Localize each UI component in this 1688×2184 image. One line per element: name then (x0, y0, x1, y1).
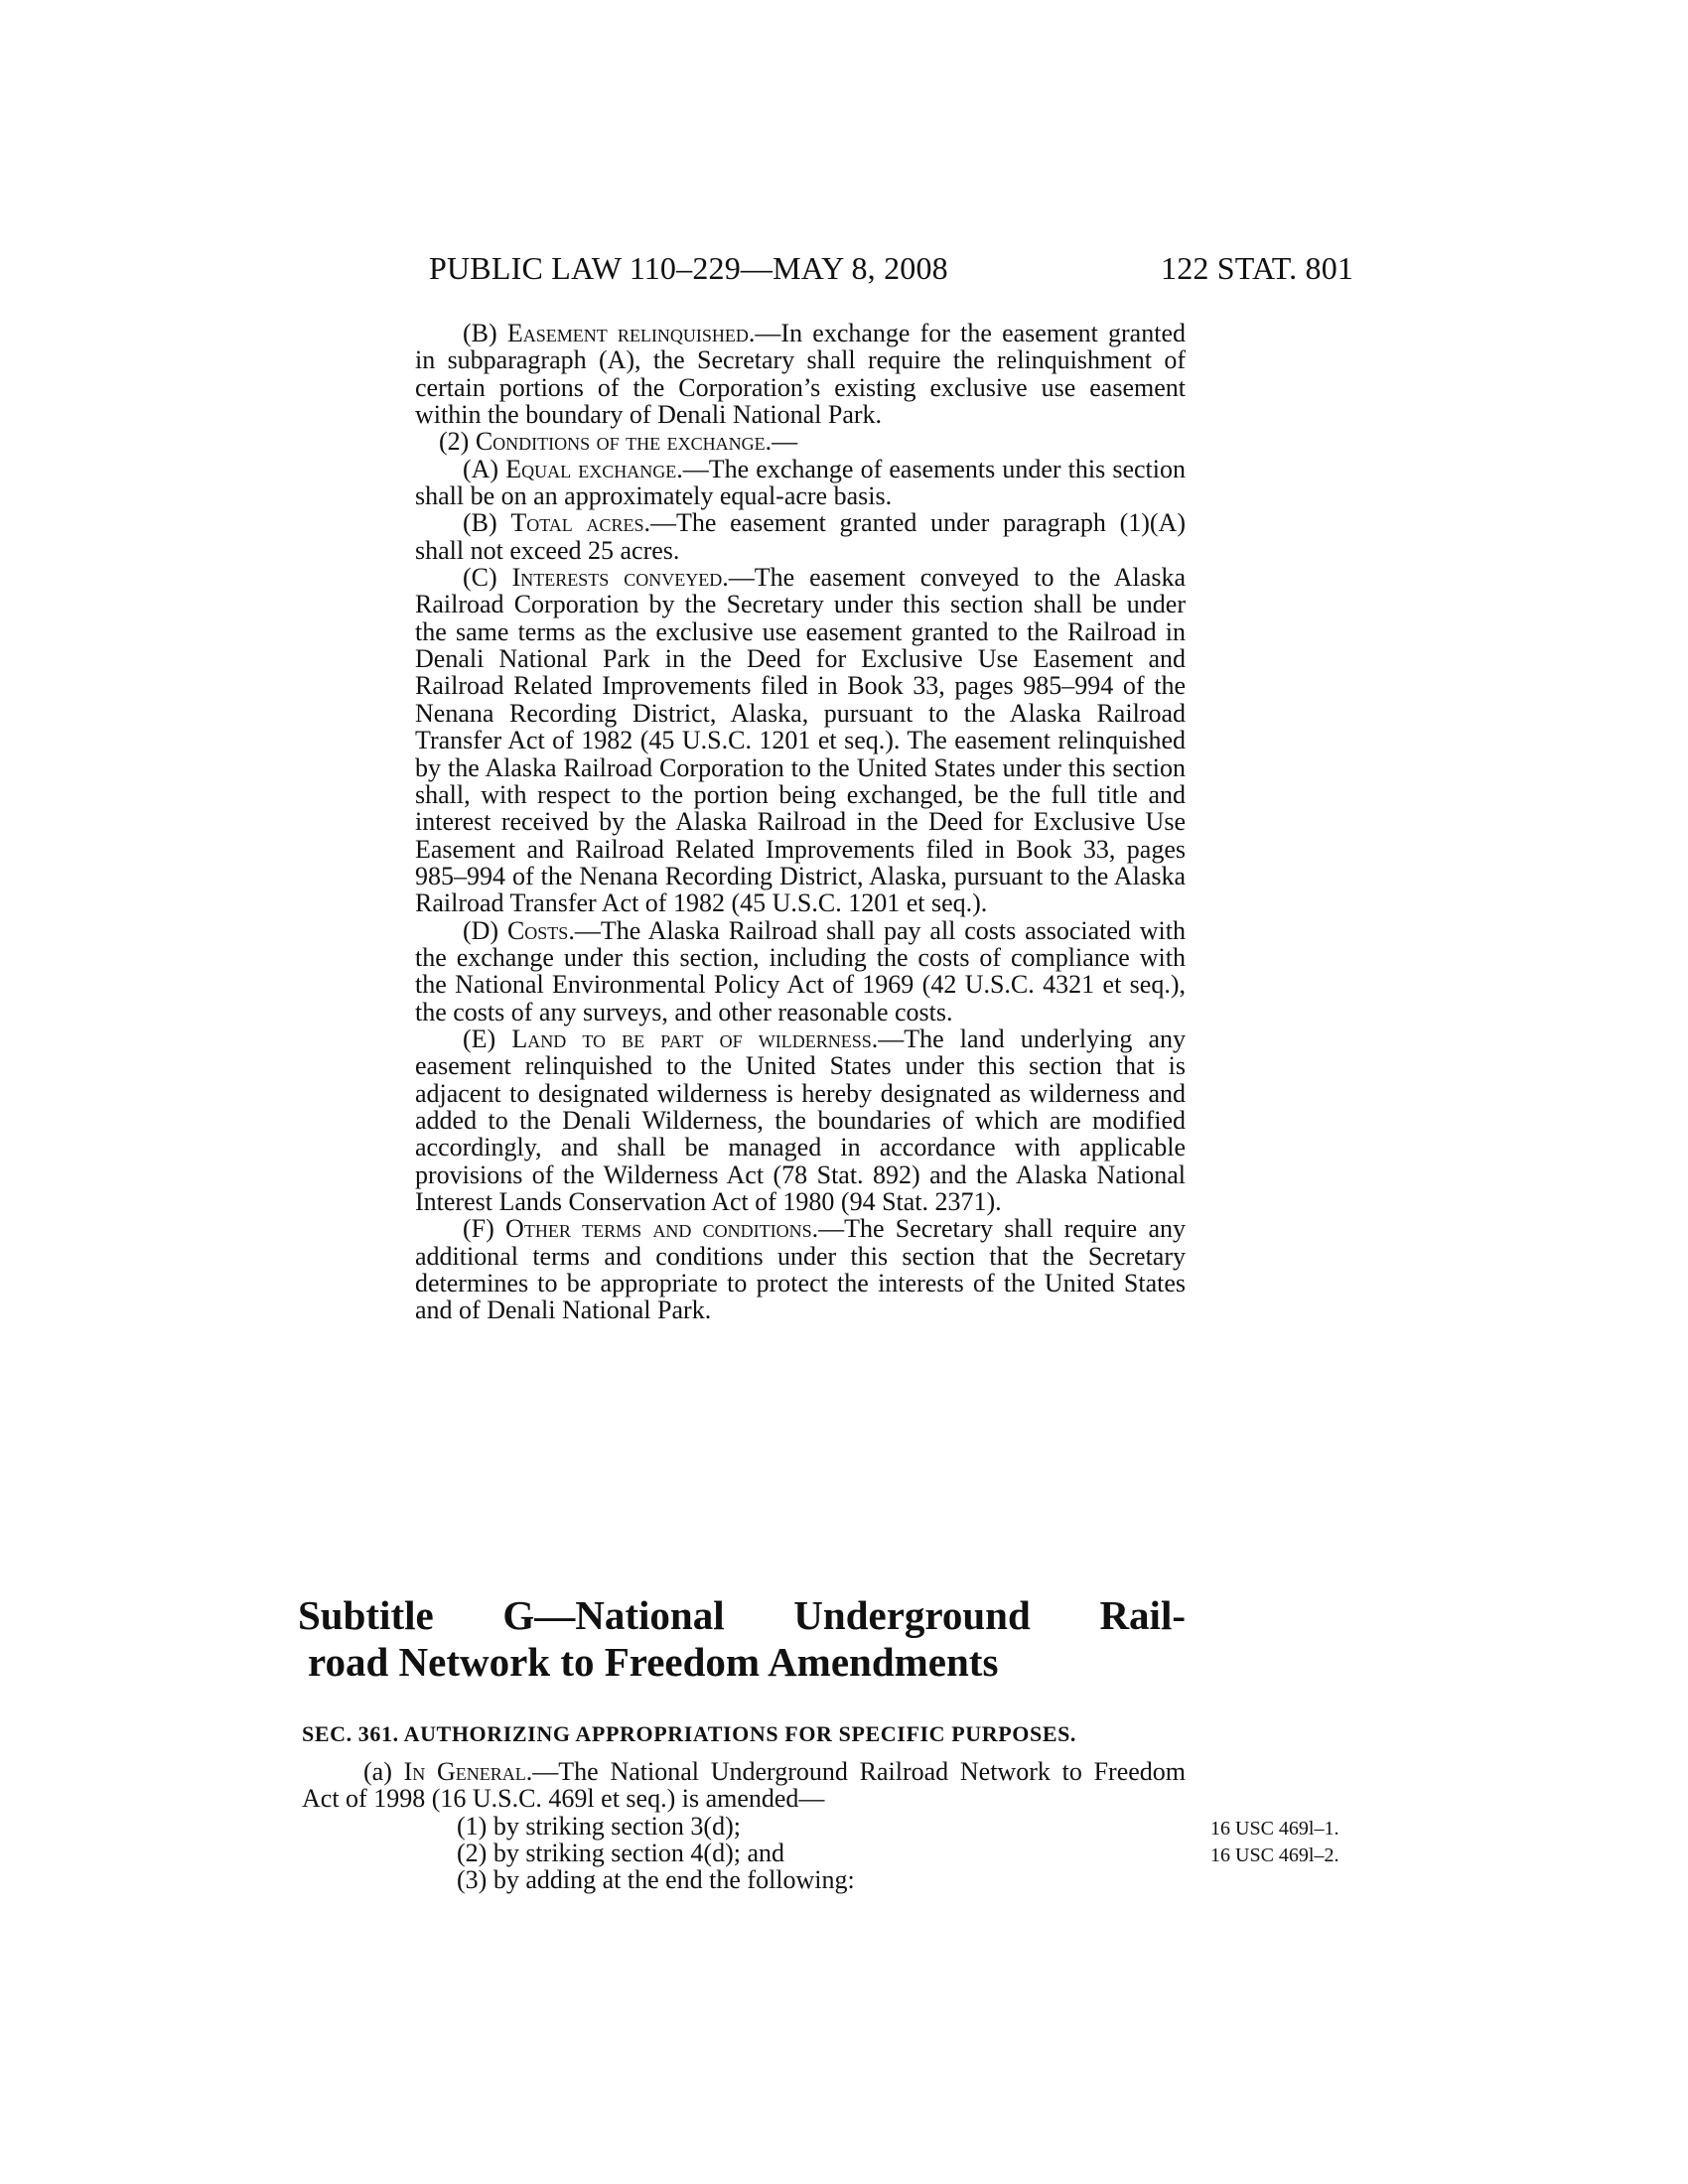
paragraph-heading: Interests conveyed (511, 563, 723, 593)
subsection-heading: In General (403, 1757, 526, 1786)
paragraph-total-acres: (B) Total acres.—The easement granted under paragraph (1)(A) shall not exceed 25 acres. (415, 508, 1186, 565)
paragraph-heading: Other terms and conditions (505, 1214, 812, 1244)
statute-text-column (415, 320, 1186, 1324)
paragraph-interests-conveyed: (C) Interests conveyed.—The easement conveyed to the Alaska Railroad Corporation by the Secretary under this section shall be under the same terms as the exclusive use easement granted to the Railroad in Denali National Park in the Deed for Exclusive Use Easement and Railroad Related Improvements filed in Book 33, pages 985–994 of the Nenana Recording District, Alaska, pursuant to the Alaska Railroad Transfer Act of 1982 (45 U.S.C. 1201 et seq.). The easement relinquished by the Alaska Railroad Corporation to the United States under this section shall, with respect to the portion being exchanged, be the full title and interest received by the Alaska Railroad in the Deed for Exclusive Use Easement and Railroad Related Improvements filed in Book 33, pages 985–994 of the Nenana Recording District, Alaska, pursuant to the Alaska Railroad Transfer Act of 1982 (45 U.S.C. 1201 et seq.). (415, 563, 1186, 918)
paragraph-heading: Total acres (510, 508, 644, 538)
paragraph-conditions-of-exchange: (2) Conditions of the exchange.— (439, 427, 798, 457)
paragraph-heading: Easement relinquished (506, 319, 749, 347)
subtitle-line-2: road Network to Freedom Amendments (308, 1639, 999, 1685)
running-head: PUBLIC LAW 110–229—MAY 8, 2008 (429, 250, 948, 286)
paragraph-heading: Costs (506, 915, 569, 945)
paragraph-other-terms: (F) Other terms and conditions.—The Secretary shall require any additional terms and conditions under this section that the Secretary determines to be appropriate to protect the interests of the United States and of Denali National Park. (415, 1214, 1186, 1325)
amendment-item: (2) by striking section 4(d); and (457, 1839, 784, 1868)
section-heading: SEC. 361. AUTHORIZING APPROPRIATIONS FOR SPECIFIC PURPOSES. (302, 1721, 1077, 1746)
subsection-a: (a) In General.—The National Underground Railroad Network to Freedom Act of 1998 (16 U.S.C. 469l et seq.) is amended— (302, 1757, 1186, 1814)
paragraph-easement-relinquished: (B) Easement relinquished.—In exchange for the easement granted in subparagraph (A), the Secretary shall require the relinquishment of certain portions of the Corporation’s existing exclusive use easement within the boundary of Denali National Park. (415, 319, 1186, 430)
paragraph-heading: Equal exchange (505, 454, 677, 483)
subtitle-line-1: Subtitle G—National Underground Rail- (298, 1592, 1186, 1638)
amendment-item: (3) by adding at the end the following: (457, 1865, 855, 1895)
page-reference: 122 STAT. 801 (1161, 250, 1354, 286)
paragraph-heading: Land to be part of wilderness (511, 1024, 872, 1053)
section-body (302, 1758, 1186, 1894)
paragraph-heading: Conditions of the exchange (475, 427, 766, 457)
subtitle-heading (298, 1592, 1186, 1686)
paragraph-land-wilderness: (E) Land to be part of wilderness.—The land underlying any easement relinquished to the United States under this section that is adjacent to designated wilderness is hereby designated as wilderness and added to the Denali Wilderness, the boundaries of which are modified accordingly, and shall be managed in accordance with applicable provisions of the Wilderness Act (78 Stat. 892) and the Alaska National Interest Lands Conservation Act of 1980 (94 Stat. 2371). (415, 1024, 1186, 1216)
paragraph-costs: (D) Costs.—The Alaska Railroad shall pay all costs associated with the exchange under this section, including the costs of compliance with the National Environmental Policy Act of 1969 (42 U.S.C. 4321 et seq.), the costs of any surveys, and other reasonable costs. (415, 915, 1187, 1026)
amendment-item: (1) by striking section 3(d); (457, 1811, 741, 1841)
paragraph-equal-exchange: (A) Equal exchange.—The exchange of easements under this section shall be on an approximately equal-acre basis. (415, 454, 1187, 511)
margin-note-citation: 16 USC 469l–2. (1210, 1844, 1339, 1866)
margin-note-citation: 16 USC 469l–1. (1210, 1818, 1339, 1840)
